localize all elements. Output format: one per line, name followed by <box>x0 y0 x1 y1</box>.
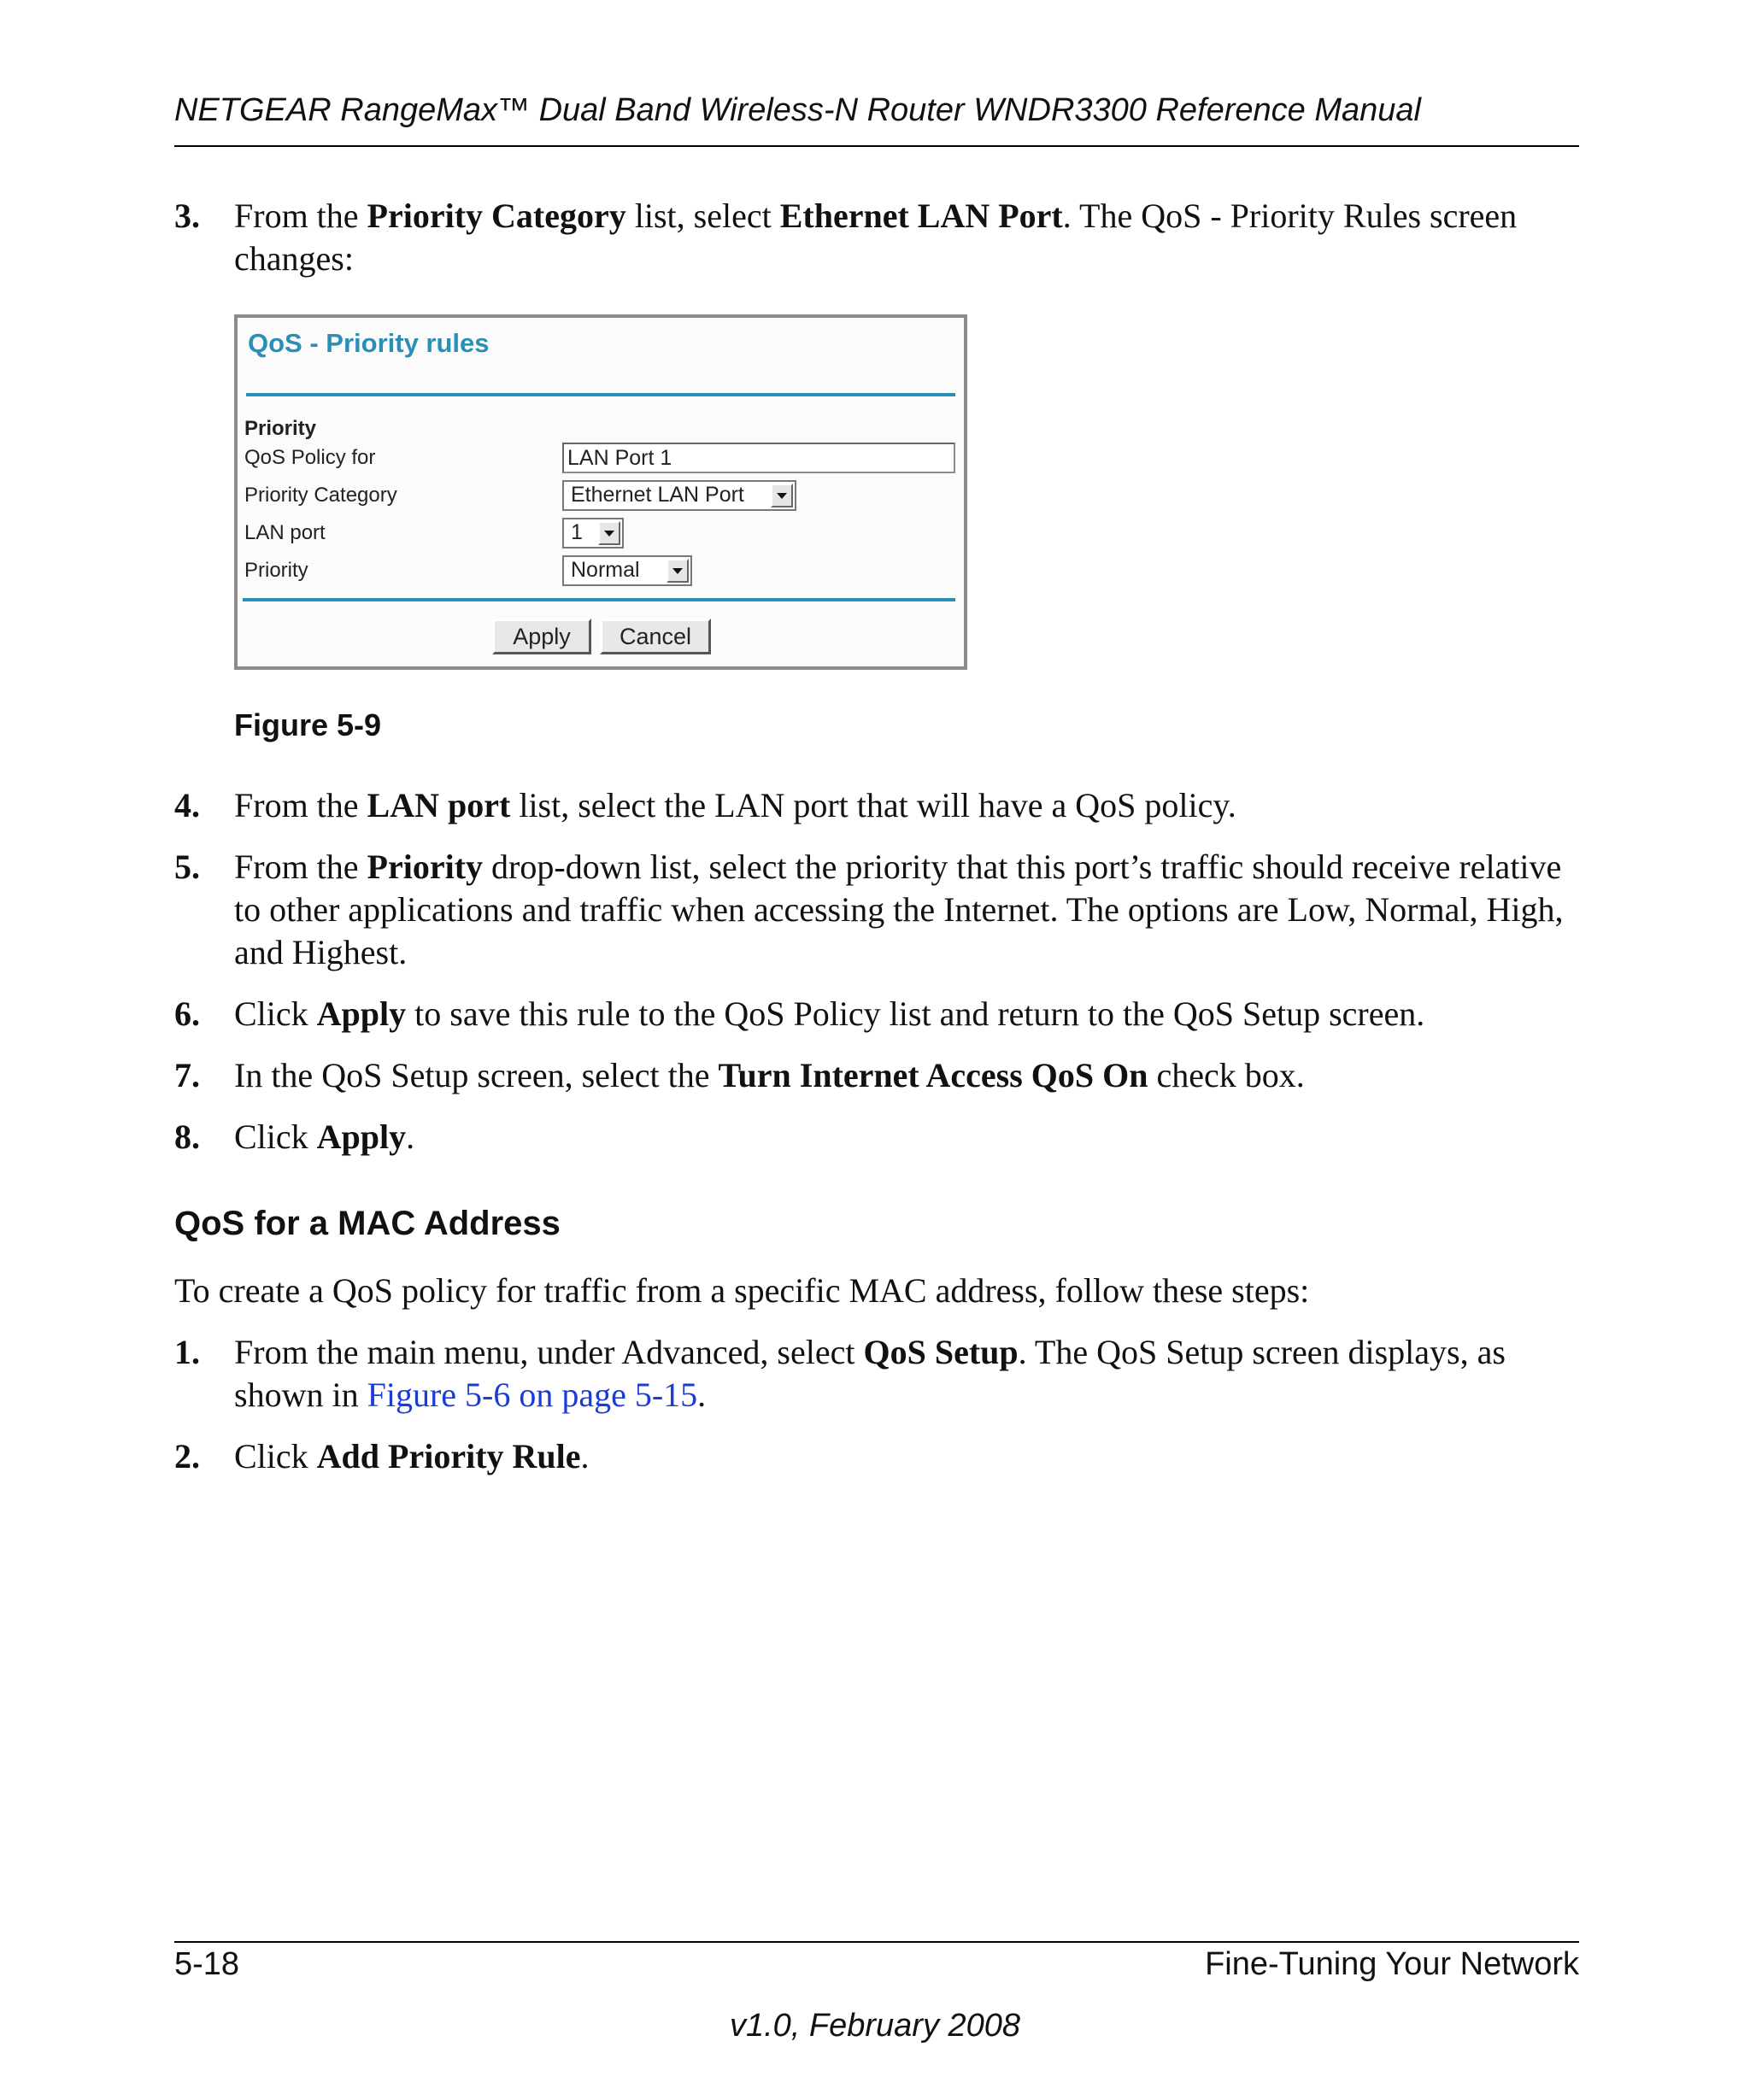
step-3 <box>174 195 1579 280</box>
text: . The QoS Setup screen displays, as shown in <box>234 1333 1506 1414</box>
dropdown-arrow-icon <box>667 559 689 583</box>
selected-value: 1 <box>571 520 583 544</box>
text: list, select <box>625 197 780 235</box>
step-text <box>234 1054 1579 1097</box>
text: . <box>406 1117 415 1156</box>
bold-term: Ethernet LAN Port <box>779 197 1063 235</box>
step-number: 6. <box>174 994 200 1033</box>
bold-term: Apply <box>316 994 407 1033</box>
intro-paragraph: To create a QoS policy for traffic from a specific MAC address, follow these steps: <box>174 1271 1310 1310</box>
step-text <box>234 1435 1579 1478</box>
text: In the QoS Setup screen, select the <box>234 1056 719 1094</box>
text: . <box>697 1376 707 1414</box>
page-number: 5-18 <box>174 1946 240 1982</box>
priority-category-select[interactable] <box>562 480 796 511</box>
footer-rule <box>174 1941 1579 1943</box>
qos-policy-for-label: QoS Policy for <box>244 446 376 469</box>
section-heading: QoS for a MAC Address <box>174 1205 561 1242</box>
priority-label: Priority <box>244 559 308 582</box>
priority-category-label: Priority Category <box>244 484 397 507</box>
text: From the <box>234 848 367 886</box>
dropdown-arrow-icon <box>598 521 620 545</box>
step-5 <box>174 846 1579 974</box>
step-8 <box>174 1116 1579 1159</box>
bold-term: LAN port <box>367 786 511 824</box>
step-number: 1. <box>174 1333 200 1371</box>
figure-reference-link[interactable]: Figure 5-6 on page 5-15 <box>367 1376 698 1414</box>
bold-term: Priority Category <box>367 197 626 235</box>
step-number: 4. <box>174 786 200 824</box>
lan-port-select[interactable] <box>562 518 624 548</box>
step-text <box>234 846 1579 974</box>
apply-button[interactable]: Apply <box>492 619 591 654</box>
step-7 <box>174 1054 1579 1097</box>
priority-section-label: Priority <box>244 417 317 440</box>
selected-value: Ethernet LAN Port <box>571 483 744 507</box>
bold-term: Turn Internet Access QoS On <box>718 1056 1148 1094</box>
dropdown-arrow-icon <box>771 484 793 507</box>
text: . <box>580 1437 590 1475</box>
text: From the main menu, under Advanced, select <box>234 1333 864 1371</box>
step-text <box>234 1331 1579 1417</box>
version-line: v1.0, February 2008 <box>729 2008 1021 2044</box>
bold-term: Apply <box>316 1117 407 1156</box>
bold-term: QoS Setup <box>863 1333 1019 1371</box>
lan-port-label: LAN port <box>244 521 326 544</box>
bold-term: Add Priority Rule <box>316 1437 581 1475</box>
text: Click <box>234 1437 317 1475</box>
text: drop-down list, select the priority that this port’s traffic should receive relative to other applications and traffic when accessing the Internet. The options are Low, Normal, High, and Highest. <box>234 848 1564 971</box>
qos-priority-rules-screenshot <box>234 314 967 670</box>
text: From the <box>234 786 367 824</box>
selected-value: Normal <box>571 558 640 582</box>
figure-caption: Figure 5-9 <box>234 707 382 742</box>
step-number: 7. <box>174 1056 200 1094</box>
text: From the <box>234 197 367 235</box>
cancel-button[interactable]: Cancel <box>600 619 711 654</box>
mac-step-2 <box>174 1435 1579 1478</box>
step-text <box>234 784 1579 827</box>
chapter-title: Fine-Tuning Your Network <box>1205 1946 1579 1982</box>
step-text <box>234 1116 1579 1159</box>
running-header: NETGEAR RangeMax™ Dual Band Wireless-N Router WNDR3300 Reference Manual <box>174 92 1421 128</box>
step-text <box>234 993 1579 1035</box>
step-text <box>234 195 1579 280</box>
text: list, select the LAN port that will have a QoS policy. <box>510 786 1236 824</box>
step-number: 5. <box>174 848 200 886</box>
priority-select[interactable] <box>562 555 692 586</box>
step-number: 3. <box>174 197 200 235</box>
panel-title: QoS - Priority rules <box>248 328 490 358</box>
panel-divider-bottom <box>243 598 955 601</box>
header-rule <box>174 145 1579 147</box>
mac-step-1 <box>174 1331 1579 1417</box>
step-4 <box>174 784 1579 827</box>
step-6 <box>174 993 1579 1035</box>
text: . The QoS - Priority Rules screen changes: <box>234 197 1518 278</box>
bold-term: Priority <box>367 848 484 886</box>
text: to save this rule to the QoS Policy list and return to the QoS Setup screen. <box>406 994 1425 1033</box>
step-number: 8. <box>174 1117 200 1156</box>
qos-policy-for-input[interactable]: LAN Port 1 <box>562 443 955 473</box>
text: check box. <box>1148 1056 1305 1094</box>
panel-divider <box>246 393 955 396</box>
step-number: 2. <box>174 1437 200 1475</box>
text: Click <box>234 1117 317 1156</box>
text: Click <box>234 994 317 1033</box>
